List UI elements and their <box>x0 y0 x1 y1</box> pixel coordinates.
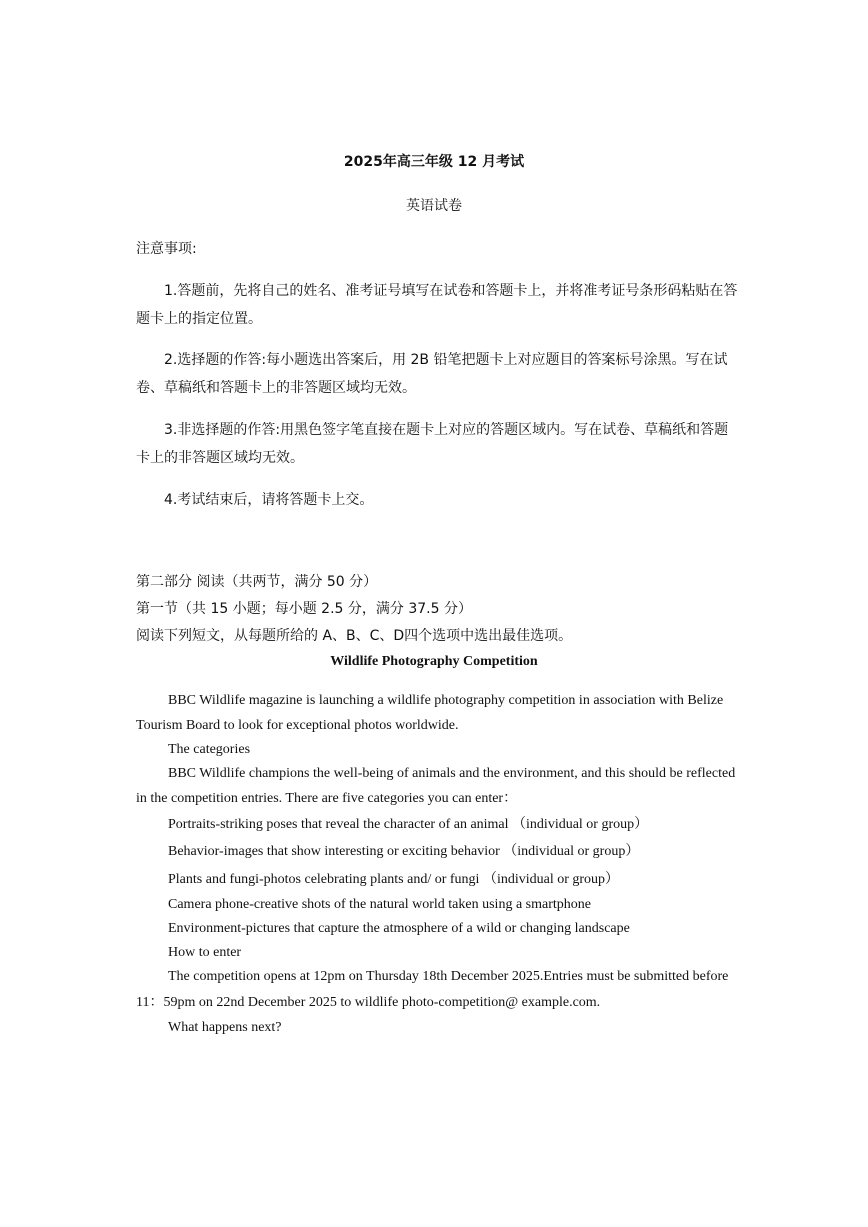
notice-item-1-line-2: 题卡上的指定位置。 <box>136 311 262 327</box>
category-plants-fungi: Plants and fungi-photos celebrating plants and/ or fungi （individual or group） <box>168 872 620 887</box>
passage-how-to-enter-heading: How to enter <box>168 945 242 960</box>
passage-p1-line-2: Tourism Board to look for exceptional photos worldwide. <box>136 718 459 733</box>
notice-heading: 注意事项: <box>136 241 197 257</box>
passage-p2-line-1: BBC Wildlife champions the well-being of animals and the environment, and this should be reflected <box>168 766 736 781</box>
category-camera-phone: Camera phone-creative shots of the natural world taken using a smartphone <box>168 897 591 912</box>
passage-p3-line-1: The competition opens at 12pm on Thursday 18th December 2025.Entries must be submitted before <box>168 969 729 984</box>
exam-subtitle: 英语试卷 <box>406 198 462 214</box>
passage-title: Wildlife Photography Competition <box>330 654 538 669</box>
notice-item-1-line-1: 1.答题前，先将自己的姓名、准考证号填写在试卷和答题卡上，并将准考证号条形码粘贴在答 <box>164 283 738 299</box>
section-subsection-heading: 第一节（共 15 小题；每小题 2.5 分，满分 37.5 分） <box>136 601 472 617</box>
notice-item-3-line-1: 3.非选择题的作答:用黑色签字笔直接在题卡上对应的答题区域内。写在试卷、草稿纸和答题 <box>164 422 729 438</box>
passage-what-next-heading: What happens next? <box>168 1020 282 1035</box>
passage-categories-heading: The categories <box>168 742 251 757</box>
section-instruction: 阅读下列短文，从每题所给的 A、B、C、D四个选项中选出最佳选项。 <box>136 628 573 644</box>
passage-p3-line-2: 11：59pm on 22nd December 2025 to wildlife photo-competition@ example.com. <box>136 995 601 1010</box>
section-part-heading: 第二部分 阅读（共两节，满分 50 分） <box>136 574 378 590</box>
exam-title: 2025年高三年级 12 月考试 <box>343 154 525 170</box>
notice-item-2-line-1: 2.选择题的作答:每小题选出答案后，用 2B 铅笔把题卡上对应题目的答案标号涂黑。写在试 <box>164 352 728 368</box>
category-portraits: Portraits-striking poses that reveal the character of an animal （individual or group） <box>168 817 649 832</box>
category-behavior: Behavior-images that show interesting or exciting behavior （individual or group） <box>168 844 640 859</box>
notice-item-3-line-2: 卡上的非答题区域均无效。 <box>136 450 304 466</box>
category-environment: Environment-pictures that capture the atmosphere of a wild or changing landscape <box>168 921 630 936</box>
notice-item-4: 4.考试结束后，请将答题卡上交。 <box>164 492 374 508</box>
passage-p1-line-1: BBC Wildlife magazine is launching a wildlife photography competition in association with Belize <box>168 693 724 708</box>
passage-p2-line-2: in the competition entries. There are five categories you can enter： <box>136 791 518 806</box>
notice-item-2-line-2: 卷、草稿纸和答题卡上的非答题区域均无效。 <box>136 380 416 396</box>
